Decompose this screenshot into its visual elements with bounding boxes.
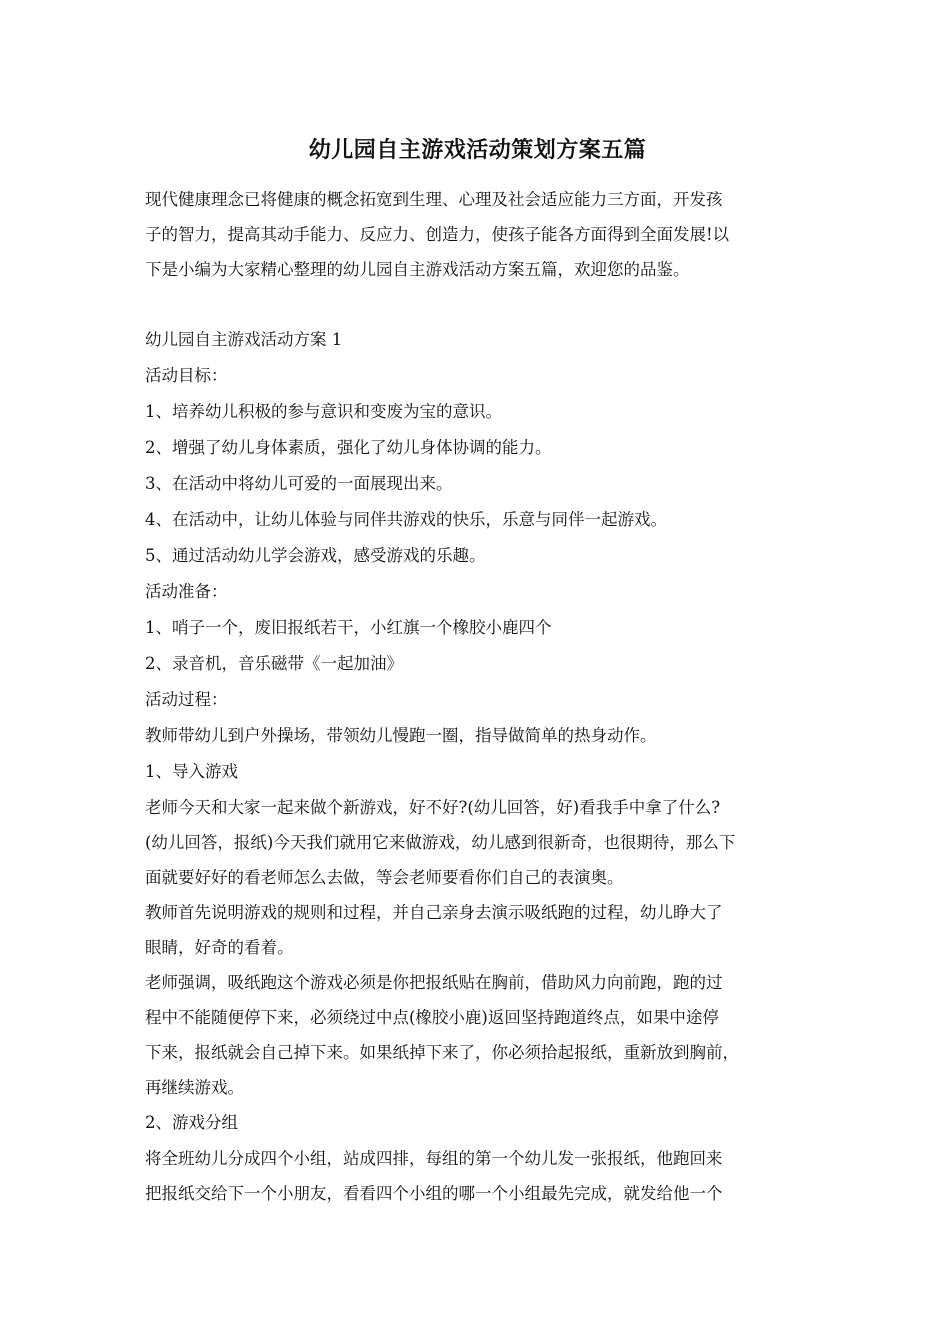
goals-heading: 活动目标： (145, 366, 228, 385)
prep-item: 1、哨子一个，废旧报纸若干，小红旗一个橡胶小鹿四个 (145, 618, 552, 637)
step1-paragraph (145, 965, 810, 1105)
paragraph-line: 老师今天和大家一起来做个新游戏，好不好?(幼儿回答，好)看我手中拿了什么? (145, 798, 721, 817)
intro-line: 下是小编为大家精心整理的幼儿园自主游戏活动方案五篇，欢迎您的品鉴。 (145, 260, 690, 279)
process-heading: 活动过程： (145, 690, 228, 709)
paragraph-line: 再继续游戏。 (145, 1078, 244, 1097)
section-heading: 幼儿园自主游戏活动方案 1 (145, 330, 343, 349)
prep-item: 2、录音机，音乐磁带《一起加油》 (145, 654, 403, 673)
intro-paragraph (145, 182, 810, 287)
paragraph-line: 程中不能随便停下来，必须绕过中点(橡胶小鹿)返回坚持跑道终点，如果中途停 (145, 1008, 719, 1027)
goal-item: 4、在活动中，让幼儿体验与同伴共游戏的快乐，乐意与同伴一起游戏。 (145, 510, 667, 529)
paragraph-line: (幼儿回答，报纸)今天我们就用它来做游戏，幼儿感到很新奇，也很期待，那么下 (145, 833, 736, 852)
paragraph-line: 将全班幼儿分成四个小组，站成四排，每组的第一个幼儿发一张报纸，他跑回来 (145, 1149, 723, 1168)
goal-item: 5、通过活动幼儿学会游戏，感受游戏的乐趣。 (145, 546, 486, 565)
paragraph-line: 老师强调，吸纸跑这个游戏必须是你把报纸贴在胸前，借助风力向前跑，跑的过 (145, 973, 723, 992)
step1-paragraph (145, 790, 810, 895)
blank-line (145, 287, 810, 322)
paragraph-line: 眼睛，好奇的看着。 (145, 938, 294, 957)
step1-paragraph (145, 895, 810, 965)
goal-item: 2、增强了幼儿身体素质，强化了幼儿身体协调的能力。 (145, 438, 552, 457)
paragraph-line: 把报纸交给下一个小朋友，看看四个小组的哪一个小组最先完成，就发给他一个 (145, 1184, 723, 1203)
document-title: 幼儿园自主游戏活动策划方案五篇 (308, 137, 647, 163)
paragraph-line: 下来，报纸就会自己掉下来。如果纸掉下来了，你必须拾起报纸，重新放到胸前， (145, 1043, 739, 1062)
prep-heading: 活动准备： (145, 582, 228, 601)
paragraph-line: 教师首先说明游戏的规则和过程，并自己亲身去演示吸纸跑的过程，幼儿睁大了 (145, 903, 723, 922)
intro-line: 子的智力，提高其动手能力、反应力、创造力，使孩子能各方面得到全面发展!以 (145, 225, 730, 244)
step-heading: 2、游戏分组 (145, 1113, 238, 1132)
process-intro: 教师带幼儿到户外操场，带领幼儿慢跑一圈，指导做简单的热身动作。 (145, 726, 657, 745)
step-heading: 1、导入游戏 (145, 762, 238, 781)
paragraph-line: 面就要好好的看老师怎么去做，等会老师要看你们自己的表演奥。 (145, 868, 624, 887)
goal-item: 1、培养幼儿积极的参与意识和变废为宝的意识。 (145, 402, 502, 421)
document-page (145, 128, 810, 1211)
step2-paragraph (145, 1141, 810, 1211)
intro-line: 现代健康理念已将健康的概念拓宽到生理、心理及社会适应能力三方面，开发孩 (145, 190, 723, 209)
goal-item: 3、在活动中将幼儿可爱的一面展现出来。 (145, 474, 453, 493)
